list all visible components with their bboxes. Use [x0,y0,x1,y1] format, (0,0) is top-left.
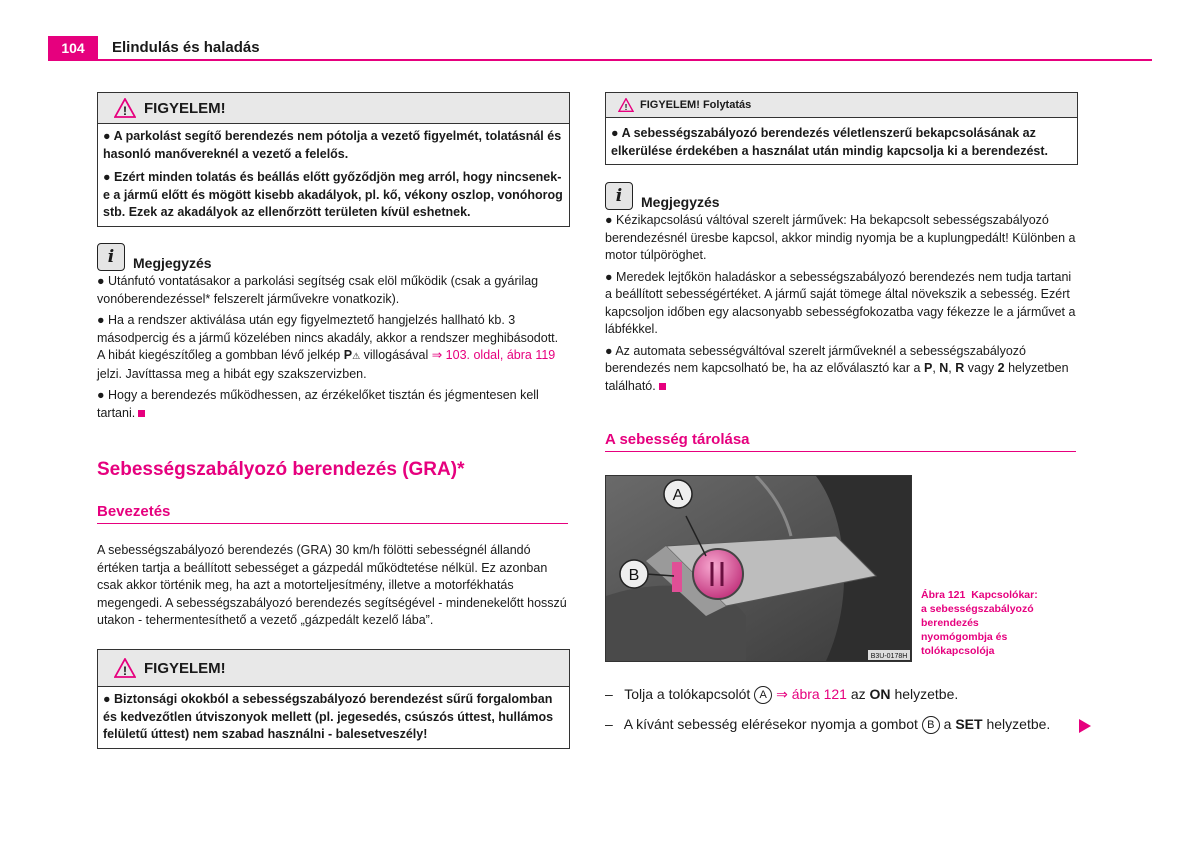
caption-text: Kapcsolókar: a sebességszabályozó berendezés nyomógombja és tolókapcsolója [921,589,1038,657]
end-square-icon [659,383,666,390]
note-item: ● Meredek lejtőkön haladáskor a sebességszabályozó berendezés nem tudja tartani a beállított sebességértéket. A jármű saját tömege által növekszik a sebesség. Ezért kapcsoljon időben egy alacsonyabb sebességfokozatba vagy fékezze le a járművet a lábfékkel. [605,269,1076,336]
warning-header [606,93,1077,118]
lever-illustration [606,476,911,661]
svg-text:!: ! [123,664,127,678]
warning-title: FIGYELEM! Folytatás [640,99,752,111]
warning-title: FIGYELEM! [144,659,226,677]
note-item: ● Utánfutó vontatásakor a parkolási segítség csak elöl működik (csak a gyárilag vonóberendezéssel* felszerelt járművekre vonatkozik). [97,274,539,306]
note-header [97,243,568,271]
end-square-icon [138,410,145,417]
figure-label-a: A [672,487,684,504]
subsection-rule [605,451,1076,452]
step-item: – A kívánt sebesség elérésekor nyomja a gombot B a SET helyzetbe. [605,716,1050,734]
subsection-title: Bevezetés [97,503,171,520]
warning-item: ● A parkolást segítő berendezés nem pótolja a vezető figyelmét, tolatásnál és hasonló manővereknél a vezető a felelős. [103,129,562,161]
info-icon: i [97,243,125,271]
header-rule [48,59,1152,61]
step-item: – Tolja a tolókapcsolót A ⇒ ábra 121 az ON helyzetbe. [605,686,958,704]
warning-header [98,650,569,687]
warning-item: ● A sebességszabályozó berendezés véletlenszerű bekapcsolásának az elkerülése érdekében a használat után mindig kapcsolja ki a berendezést. [611,126,1048,158]
note-block [97,243,568,426]
note-header [605,182,1076,210]
caption-number: Ábra 121 [921,589,966,601]
warning-triangle-icon [114,98,136,118]
warning-triangle-icon [114,658,136,678]
circle-label-a: A [754,686,772,704]
figure-link[interactable]: ⇒ 103. oldal, ábra 119 [431,348,556,362]
page-number: 104 [48,36,98,60]
warning-item: ● Ezért minden tolatás és beállás előtt győződjön meg arról, hogy nincsenek-e a jármű előtt és mögött kisebb akadályok, pl. kő, vékony oszlop, vonóhorog stb. Ezek az akadályok az ellenőrzött területen kívül eshetnek. [103,170,563,219]
continue-arrow-icon[interactable] [1079,719,1091,733]
subsection-title: A sebesség tárolása [605,431,750,448]
warning-box [97,92,570,227]
subsection-rule [97,523,568,524]
running-header: Elindulás és haladás [112,39,260,56]
note-title: Megjegyzés [641,194,720,210]
figure-link[interactable]: ⇒ ábra 121 [776,686,847,702]
section-title: Sebességszabályozó berendezés (GRA)* [97,459,465,480]
svg-text:!: ! [624,101,628,112]
warning-box [97,649,570,749]
note-item: ● Kézikapcsolású váltóval szerelt járművek: Ha bekapcsolt sebességszabályozó berendezésnél üresbe kapcsol, akkor mindig nyomja be a kuplungpedált! Különben a motor túlpöröghet. [605,213,1076,262]
note-item: ● Hogy a berendezés működhessen, az érzékelőket tisztán és jégmentesen kell tartani. [97,388,539,420]
info-icon: i [605,182,633,210]
note-item: ● Ha a rendszer aktiválása után egy figyelmeztető hangjelzés hallható kb. 3 másodpercig és a jármű közelében nincs akadály, akkor a rendszer meghibásodott. A hibát kiegészítőleg a gombban lévő jelkép P⚠ villogásával ⇒ 103. oldal, ábra 119 jelzi. Javíttassa meg a hibát egy szakszervizben. [97,313,559,381]
figure-code: B3U-0178H [870,653,908,660]
warning-triangle-icon [618,98,634,112]
figure-label-b: B [628,567,640,584]
note-item: ● Az automata sebességváltóval szerelt járműveknél a sebességszabályozó berendezés nem kapcsolható be, ha az előválasztó kar a P, N, R vagy 2 helyzetben található. [605,343,1069,393]
circle-label-b: B [922,716,940,734]
figure-caption [921,588,1041,658]
warning-item: ● Biztonsági okokból a sebességszabályozó berendezést sűrű forgalomban és kedvezőtlen útviszonyok mellett (pl. jegesedés, csúszós úttest, hullámos felületű úttest) nem szabad használni - balesetveszély! [103,692,554,741]
note-title: Megjegyzés [133,255,212,271]
warning-title: FIGYELEM! [144,99,226,117]
note-block [605,182,1076,399]
svg-text:!: ! [123,104,127,118]
figure-image [605,475,912,662]
warning-box [605,92,1078,165]
warning-header [98,93,569,124]
intro-paragraph: A sebességszabályozó berendezés (GRA) 30 km/h fölötti sebességnél állandó értéken tartja a beállított sebességet a gázpedál működtetése nélkül. Ez azonban csak akkor történik meg, ha azt a motorteljesítmény, illetve a motorfékhatás megengedi. A sebességszabályozó berendezés segítségével - mindenekelőtt hosszú utakon - tehermentesíthető a vezető „gázpedált kezelő lába”. [97,543,567,627]
